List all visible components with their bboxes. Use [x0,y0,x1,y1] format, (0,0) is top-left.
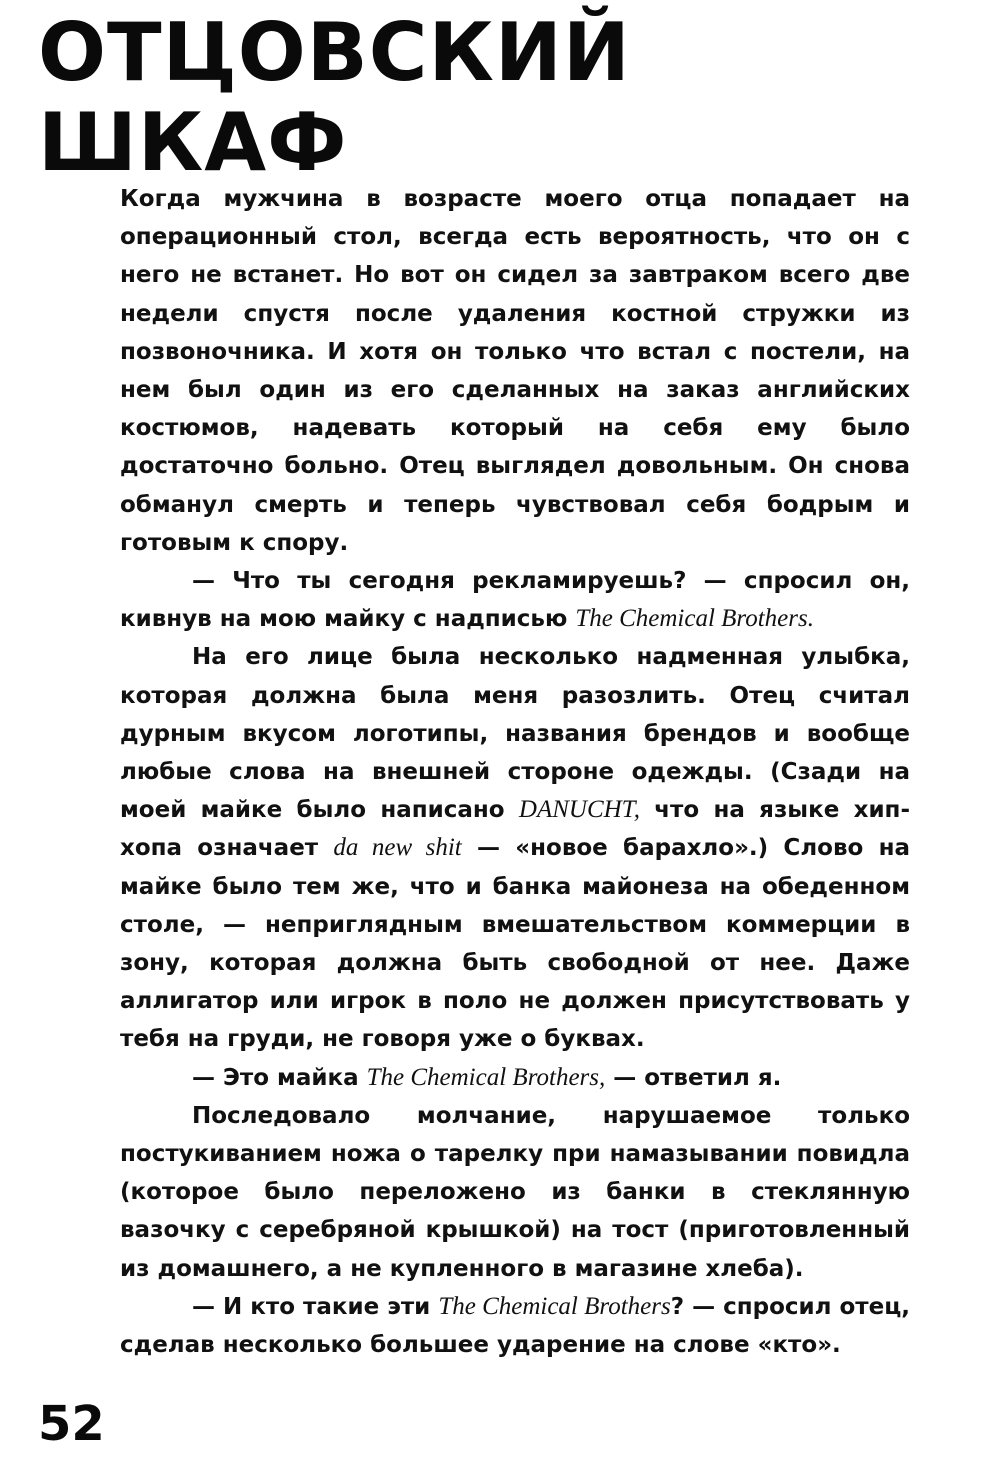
italic-band-name: The Chemical Brothers. [575,605,814,633]
chapter-body [120,180,910,1364]
chapter-title-line-1: ОТЦОВСКИЙ [38,6,631,99]
paragraph-text: — Что ты сегодня рекламируешь? — спросил он, кивнув на мою майку с надписью [120,568,910,633]
paragraph-text: Когда мужчина в возрасте моего отца попадает на операционный стол, всегда есть вероятность, что он с него не встанет. Но вот он сидел за завтраком всего две недели спустя после удаления костной стружки из позвоночника. И хотя он только что встал с постели, на нем был один из его сделанных на заказ английских костюмов, надевать который на себя ему было достаточно больно. Отец выглядел довольным. Он снова обманул смерть и теперь чувствовал себя бодрым и готовым к спору. [120,186,910,556]
paragraph-text: На его лице была несколько надменная улыбка, которая должна была меня разозлить. Отец считал дурным вкусом логотипы, названия брендов и вообще любые слова на внешней стороне одежды. (Сзади на моей майке было написано [120,644,910,824]
paragraph-6 [120,1288,910,1364]
paragraph-text: — ответил я. [605,1064,782,1091]
paragraph-text: — Это майка [192,1064,367,1091]
chapter-title [38,8,631,188]
italic-slang-phrase: da new shit [333,834,462,862]
chapter-title-line-2: ШКАФ [38,96,348,189]
paragraph-5 [120,1097,910,1288]
paragraph-1 [120,180,910,562]
italic-band-name: The Chemical Brothers, [366,1063,606,1091]
paragraph-3 [120,638,910,1058]
paragraph-text: ? — спросил отец, сделав несколько большее ударение на слове «кто». [120,1293,910,1359]
paragraph-text: — И кто такие эти [192,1293,439,1320]
italic-band-name: The Chemical Brothers [438,1292,671,1320]
paragraph-text: что на языке хип-хопа означает [120,797,910,862]
paragraph-text: — «новое барахло».) Слово на майке было тем же, что и банка майонеза на обеденном столе, — неприглядным вмешательством коммерции в зону, которая должна быть свободной от нее. Даже аллигатор или игрок в поло не должен присутствовать у тебя на груди, не говоря уже о буквах. [120,835,910,1053]
italic-shirt-word: DANUCHT, [518,796,640,824]
paragraph-4 [120,1059,910,1097]
page-number: 52 [38,1396,105,1452]
paragraph-2 [120,562,910,638]
paragraph-text: Последовало молчание, нарушаемое только постукиванием ножа о тарелку при намазывании повидла (которое было переложено из банки в стеклянную вазочку с серебряной крышкой) на тост (приготовленный из домашнего, а не купленного в магазине хлеба). [120,1102,910,1282]
